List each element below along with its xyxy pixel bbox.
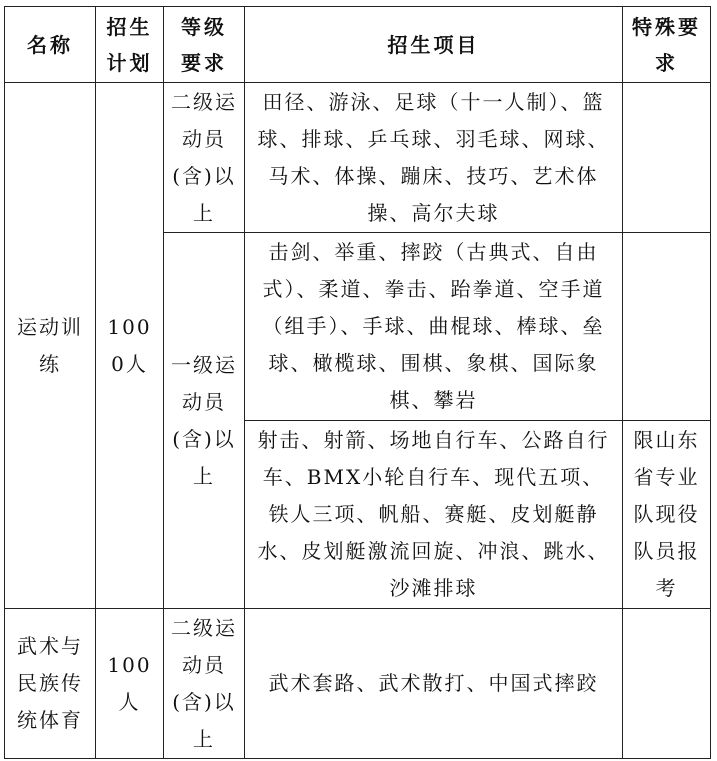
sports-training-plan: 1000人 [96,83,164,609]
sports-training-special-b [623,233,711,421]
sports-training-items-a: 田径、游泳、足球（十一人制）、篮球、排球、乒乓球、羽毛球、网球、马术、体操、蹦床、技巧、艺术体操、高尔夫球 [245,83,623,233]
table-row [5,609,711,759]
header-plan: 招生计划 [96,7,164,83]
sports-training-special-a [623,83,711,233]
header-items: 招生项目 [245,7,623,83]
wushu-name: 武术与民族传统体育 [5,609,96,759]
admissions-table [4,6,711,759]
header-level: 等级要求 [164,7,245,83]
header-special: 特殊要求 [623,7,711,83]
wushu-items: 武术套路、武术散打、中国式摔跤 [245,609,623,759]
sports-training-level-1: 一级运动员(含)以上 [164,233,245,609]
table-row [5,83,711,233]
wushu-plan: 100人 [96,609,164,759]
header-row [5,7,711,83]
wushu-level: 二级运动员(含)以上 [164,609,245,759]
header-name: 名称 [5,7,96,83]
wushu-special [623,609,711,759]
sports-training-items-c: 射击、射箭、场地自行车、公路自行车、BMX小轮自行车、现代五项、铁人三项、帆船、赛艇、皮划艇静水、皮划艇激流回旋、冲浪、跳水、沙滩排球 [245,421,623,609]
sports-training-items-b: 击剑、举重、摔跤（古典式、自由式）、柔道、拳击、跆拳道、空手道（组手）、手球、曲棍球、棒球、垒球、橄榄球、围棋、象棋、国际象棋、攀岩 [245,233,623,421]
sports-training-level-2: 二级运动员(含)以上 [164,83,245,233]
sports-training-special-c: 限山东省专业队现役队员报考 [623,421,711,609]
sports-training-name: 运动训练 [5,83,96,609]
